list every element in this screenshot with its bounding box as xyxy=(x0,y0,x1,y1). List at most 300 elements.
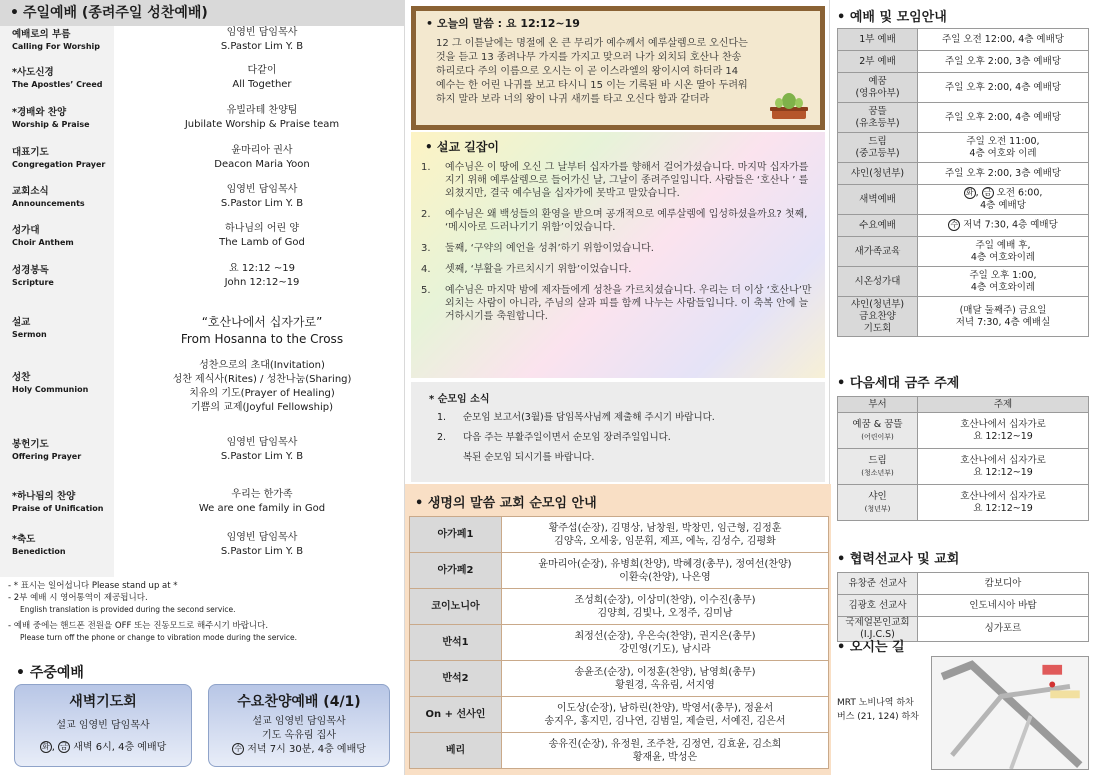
order-value xyxy=(120,314,404,348)
order-label xyxy=(12,106,112,131)
service-time-line: 4층 예배당 xyxy=(980,199,1026,211)
order-label xyxy=(12,66,112,91)
service-row xyxy=(838,51,1089,73)
order-label-en: Benediction xyxy=(12,547,66,556)
service-row xyxy=(838,29,1089,51)
service-name-cell xyxy=(838,237,918,267)
cell-group-name: 아가페2 xyxy=(410,553,502,589)
cell-group-members xyxy=(502,625,829,661)
cell-group-members xyxy=(502,661,829,697)
order-value-line: 치유의 기도(Prayer of Healing) xyxy=(189,388,335,399)
service-time-line xyxy=(918,112,1088,124)
service-name-cell xyxy=(838,185,918,215)
cell-group-members-line: 송유진(순장), 유정원, 조주찬, 김정연, 김효윤, 김소희 xyxy=(548,738,782,750)
directions-header: • 오시는 길 xyxy=(837,640,905,655)
cell-group-members-line: 이도상(순장), 남하린(찬양), 박영서(총무), 정윤서 xyxy=(556,702,774,714)
order-label xyxy=(12,438,112,463)
service-time-cell xyxy=(918,297,1089,337)
cell-group-row xyxy=(410,625,829,661)
cell-group-row xyxy=(410,661,829,697)
directions-mrt: MRT 노비나역 하차 xyxy=(837,698,914,708)
order-label xyxy=(12,224,112,249)
order-value-line: 윤마리아 권사 xyxy=(231,145,293,156)
service-row xyxy=(838,103,1089,133)
missions-title: 협력선교사 및 교회 xyxy=(849,552,960,567)
order-value-line: From Hosanna to the Cross xyxy=(180,332,344,346)
next-gen-dept xyxy=(838,449,918,485)
next-gen-col-dept: 부서 xyxy=(838,397,918,413)
service-time-cell xyxy=(918,103,1089,133)
cell-group-members-line: 황주섭(순장), 김명상, 남창원, 박창민, 임근형, 김정훈 xyxy=(548,522,782,534)
service-time: 저녁 7:30, 4층 예배당 xyxy=(960,219,1058,231)
weekday-worship-title: • 주중예배 xyxy=(16,665,84,681)
order-label-ko: 성경봉독 xyxy=(12,265,49,276)
order-value xyxy=(120,64,404,92)
next-gen-header-row xyxy=(838,397,1089,413)
order-value xyxy=(120,104,404,132)
cell-group-news-item xyxy=(411,431,825,445)
cell-group-news-title: * 순모임 소식 xyxy=(429,394,490,405)
service-time-line xyxy=(918,82,1088,94)
cell-group-name: 코이노니아 xyxy=(410,589,502,625)
cell-group-members-line: 강민영(기도), 남시라 xyxy=(619,643,711,655)
mission-country: 캄보디아 xyxy=(918,573,1089,595)
next-gen-header: • 다음세대 금주 주제 xyxy=(837,376,960,391)
service-name-cell xyxy=(838,51,918,73)
service-time-line: 저녁 7:30, 4층 예배실 xyxy=(955,316,1051,328)
service-name-cell xyxy=(838,163,918,185)
cell-group-members-line: 송윤조(순장), 이정훈(찬양), 남영희(총무) xyxy=(574,666,756,678)
cell-group-members-line: 김양옥, 오세웅, 임문휘, 제프, 에녹, 김성수, 김평화 xyxy=(554,535,776,547)
next-gen-dept-sub: (청소년부) xyxy=(861,468,894,477)
sermon-guide-item xyxy=(411,284,825,323)
sermon-guide-item xyxy=(411,242,825,255)
service-time-cell xyxy=(918,133,1089,163)
cell-groups-title: 생명의 말씀 교회 순모임 안내 xyxy=(427,496,597,511)
next-gen-dept-name: 드림 xyxy=(868,454,887,466)
service-name: 새벽예배 xyxy=(859,193,896,205)
order-value xyxy=(120,183,404,211)
wednesday-worship-prayer: 기도 옥유림 집사 xyxy=(262,730,336,741)
order-label-en: Announcements xyxy=(12,199,85,208)
cell-group-news-item xyxy=(411,411,825,425)
cell-group-name: 아가페1 xyxy=(410,517,502,553)
wednesday-circle-icon: 수 xyxy=(232,743,244,755)
service-time-cell xyxy=(918,215,1089,237)
service-row xyxy=(838,185,1089,215)
news-text: 순모임 보고서(3월)를 담임목사님께 제출해 주시기 바랍니다. xyxy=(463,412,715,423)
order-value xyxy=(120,359,404,415)
service-name-sub: 기도회 xyxy=(863,322,892,334)
service-row xyxy=(838,73,1089,103)
sermon-guide-item xyxy=(411,161,825,200)
day-circle-icon: 화 xyxy=(964,187,976,199)
order-label-en: Sermon xyxy=(12,330,47,339)
next-gen-row xyxy=(838,413,1089,449)
info-column xyxy=(831,0,1096,775)
service-time: 주일 오전 11:00, xyxy=(966,135,1040,147)
service-time-line xyxy=(918,219,1088,232)
order-label xyxy=(12,490,112,515)
service-time-cell xyxy=(918,51,1089,73)
order-label xyxy=(12,316,112,341)
service-time: (매달 둘째주) 금요일 xyxy=(959,304,1047,316)
service-name: 드림 xyxy=(868,135,887,147)
next-gen-theme-title: 호산나에서 십자가로 xyxy=(960,454,1046,466)
note-phone-en: Please turn off the phone or change to vibration mode during the service. xyxy=(20,633,298,642)
cell-group-row xyxy=(410,697,829,733)
cell-group-members-line: 윤마리아(순장), 유병희(찬양), 박혜경(총무), 정여선(찬양) xyxy=(538,558,792,570)
order-label-ko: 예배로의 부름 xyxy=(12,29,71,40)
today-verse-box xyxy=(411,6,825,130)
next-gen-theme-verse: 요 12:12~19 xyxy=(973,466,1033,478)
sermon-guide-title: 설교 길잡이 xyxy=(436,140,499,154)
next-gen-col-theme: 주제 xyxy=(918,397,1089,413)
next-gen-theme xyxy=(918,413,1089,449)
cell-group-name: 반석1 xyxy=(410,625,502,661)
next-gen-dept-sub: (어린이부) xyxy=(861,432,894,441)
service-row xyxy=(838,133,1089,163)
cell-group-members-line: 황재윤, 박성은 xyxy=(632,751,698,763)
missionary-name: 국제얼본인교회 xyxy=(845,617,910,628)
cell-group-members xyxy=(502,553,829,589)
location-map-image xyxy=(931,656,1089,770)
order-value-line: 하나님의 어린 양 xyxy=(225,223,299,234)
next-gen-theme xyxy=(918,485,1089,521)
services-title: 예배 및 모임안내 xyxy=(849,10,947,25)
missionary-cell xyxy=(838,595,918,617)
worship-order-column xyxy=(0,0,404,775)
service-name-cell xyxy=(838,103,918,133)
cell-group-members-line: 송지우, 홍지민, 김나연, 김범일, 제슬린, 서예진, 김은서 xyxy=(544,715,786,727)
weekday-worship-title-text: 주중예배 xyxy=(29,665,84,681)
service-name: 샤인(청년부) xyxy=(850,298,905,310)
sermon-guide xyxy=(411,132,825,378)
service-name: 2부 예배 xyxy=(859,55,896,67)
service-time-cell xyxy=(918,267,1089,297)
wednesday-worship-card xyxy=(208,684,390,767)
order-value-line: S.Pastor Lim Y. B xyxy=(220,198,304,209)
sermon-guide-text: 예수님은 마지막 밤에 제자들에게 성찬을 가르치셨습니다. 우리는 더 이상 ‘호산나’만 외치는 사람이 아니라, 주님의 살과 피를 함께 나누는 사람들입니다. 이 축복 안에 늘 거하시기를 축원합니다. xyxy=(445,285,812,322)
service-row xyxy=(838,237,1089,267)
order-value-line: Jubilate Worship & Praise team xyxy=(184,119,340,130)
news-number: 2. xyxy=(437,432,447,443)
service-time-cell xyxy=(918,237,1089,267)
sunday-worship-header: • 주일예배 (종려주일 성찬예배) xyxy=(0,0,404,26)
dawn-prayer-time: 화 , 금 새벽 6시, 4층 예배당 xyxy=(15,741,191,755)
service-row xyxy=(838,163,1089,185)
service-name: 샤인(청년부) xyxy=(850,167,905,179)
next-gen-dept xyxy=(838,485,918,521)
order-label-ko: *축도 xyxy=(12,534,36,545)
order-label-ko: *사도신경 xyxy=(12,67,54,78)
missionary-name: 김광호 선교사 xyxy=(848,599,907,611)
order-value xyxy=(120,436,404,464)
cell-group-members-line: 최정선(순장), 우은숙(찬양), 권지은(총무) xyxy=(574,630,756,642)
mission-country: 인도네시아 바탐 xyxy=(918,595,1089,617)
mission-country: 싱가포르 xyxy=(918,617,1089,642)
today-verse-title: 오늘의 말씀 : 요 12:12~19 xyxy=(436,17,580,30)
dawn-prayer-time-text: 새벽 6시, 4층 예배당 xyxy=(70,742,167,753)
sermon-guide-text: 예수님은 왜 백성들의 환영을 받으며 공개적으로 예루살렘에 입성하셨을까요? 첫째, ‘메시아로 드러나기기 위함’이었습니다. xyxy=(445,209,808,233)
cell-group-members-line: 이환숙(찬양), 나은영 xyxy=(619,571,711,583)
service-time-line xyxy=(918,240,1088,252)
tuesday-circle-icon: 화 xyxy=(40,741,52,753)
sermon-guide-item xyxy=(411,263,825,276)
service-time-line: 4층 여호와이레 xyxy=(970,281,1036,293)
next-gen-dept-sub: (청년부) xyxy=(864,504,891,513)
cell-group-row xyxy=(410,733,829,769)
service-time-cell xyxy=(918,185,1089,215)
service-time-line xyxy=(918,34,1088,46)
note-phone: - 예배 중에는 핸드폰 전원을 OFF 또는 진동모드로 해주시기 바랍니다. xyxy=(8,621,269,631)
note-translation-en: English translation is provided during the second service. xyxy=(20,605,236,614)
service-time-line xyxy=(918,56,1088,68)
service-name-sub: (유초등부) xyxy=(855,117,900,129)
order-value-line: S.Pastor Lim Y. B xyxy=(220,41,304,52)
cell-group-name: On + 선사인 xyxy=(410,697,502,733)
next-gen-title: 다음세대 금주 주제 xyxy=(849,376,960,391)
worship-order xyxy=(0,26,404,577)
worship-notes xyxy=(8,580,398,644)
missionary-name-sub: (I.J.C.S) xyxy=(860,629,895,640)
service-time-cell xyxy=(918,163,1089,185)
service-name: 수요예배 xyxy=(859,219,896,231)
service-name: 새가족교육 xyxy=(854,245,901,257)
next-gen-dept-name: 예꿈 & 꿈뜰 xyxy=(852,418,903,430)
service-time-line: 화 , 금 오전 6:00, xyxy=(918,187,1088,200)
next-gen-theme-title: 호산나에서 십자가로 xyxy=(960,418,1046,430)
service-time: 주일 오전 12:00, 4층 예배당 xyxy=(942,33,1064,45)
order-value xyxy=(120,262,404,290)
services-header: • 예배 및 모임안내 xyxy=(837,10,947,25)
sermon-guide-number: 1. xyxy=(421,162,431,173)
cell-group-news xyxy=(411,382,825,482)
next-gen-dept-name: 샤인 xyxy=(868,490,887,502)
wednesday-worship-time xyxy=(209,743,389,757)
order-label-ko: 성찬 xyxy=(12,372,31,383)
wednesday-worship-time-text: 저녁 7시 30분, 4층 예배당 xyxy=(244,744,366,755)
order-label-ko: *경배와 찬양 xyxy=(12,107,67,118)
service-time: 오전 6:00, xyxy=(993,187,1043,199)
order-value-line: 성찬 제식사(Rites) / 성찬나눔(Sharing) xyxy=(172,374,352,385)
order-label xyxy=(12,185,112,210)
cell-group-members xyxy=(502,517,829,553)
order-label xyxy=(12,533,112,558)
cell-groups-section xyxy=(405,484,831,775)
order-label xyxy=(12,28,112,53)
cell-group-row xyxy=(410,589,829,625)
order-value xyxy=(120,488,404,516)
cell-group-members xyxy=(502,733,829,769)
order-label-ko: 봉헌기도 xyxy=(12,439,49,450)
order-label-en: Choir Anthem xyxy=(12,238,74,247)
cell-group-name: 반석2 xyxy=(410,661,502,697)
service-time: 주일 예배 후, xyxy=(975,239,1031,251)
service-time-line xyxy=(918,168,1088,180)
order-label-en: The Apostles’ Creed xyxy=(12,80,103,89)
order-value-line: S.Pastor Lim Y. B xyxy=(220,451,304,462)
next-gen-row xyxy=(838,485,1089,521)
day-circle-icon: 금 xyxy=(982,187,994,199)
order-value-line: 임영빈 담임목사 xyxy=(226,532,298,543)
order-label xyxy=(12,146,112,171)
service-name-cell xyxy=(838,297,918,337)
directions-text xyxy=(837,696,919,724)
cell-groups-table xyxy=(409,516,829,769)
sermon-guide-text: 둘째, ‘구약의 예언을 성취’하기 위함이었습니다. xyxy=(445,243,654,254)
order-label-en: Offering Prayer xyxy=(12,452,82,461)
order-value-line: 성찬으로의 초대(Invitation) xyxy=(199,360,325,371)
order-label-en: Congregation Prayer xyxy=(12,160,106,169)
service-time: 주일 오후 2:00, 4층 예배당 xyxy=(945,111,1061,123)
order-value-line: 유빌라테 찬양팀 xyxy=(226,105,298,116)
service-time-line xyxy=(918,270,1088,282)
order-value-line: All Together xyxy=(232,79,292,90)
service-time-cell xyxy=(918,29,1089,51)
wednesday-worship-title: 수요찬양예배 (4/1) xyxy=(237,694,361,710)
order-label-en: Worship & Praise xyxy=(12,120,90,129)
service-row xyxy=(838,297,1089,337)
next-gen-table xyxy=(837,396,1089,521)
mission-row xyxy=(838,573,1089,595)
sermon-guide-item xyxy=(411,208,825,234)
service-time: 주일 오후 2:00, 3층 예배당 xyxy=(945,55,1061,67)
directions-title: 오시는 길 xyxy=(849,640,905,655)
order-value xyxy=(120,222,404,250)
sermon-column xyxy=(404,0,830,775)
next-gen-theme xyxy=(918,449,1089,485)
dawn-prayer-preacher: 설교 임영빈 담임목사 xyxy=(56,720,150,731)
service-name: 시온성가대 xyxy=(854,275,901,287)
sermon-guide-text: 예수님은 이 땅에 오신 그 날부터 십자가를 향해서 걸어가셨습니다. 마지막 십자가를 지기 위해 예루살렘으로 들어가신 날, 그날이 종려주일입니다. 사람들은 ‘호산나 ’ 를 외쳤지만, 결국 예수님을 십자가에 못박고 말았습니다. xyxy=(445,162,809,199)
service-name-cell xyxy=(838,133,918,163)
order-value-line: S.Pastor Lim Y. B xyxy=(220,546,304,557)
order-value-line: 우리는 한가족 xyxy=(231,489,293,500)
service-time-line xyxy=(918,305,1088,317)
news-text: 다음 주는 부활주일이면서 순모임 장려주일입니다. xyxy=(463,432,671,443)
today-verse-header: • 오늘의 말씀 : 요 12:12~19 xyxy=(426,17,580,30)
service-time: 주일 오후 2:00, 4층 예배당 xyxy=(945,81,1061,93)
sermon-guide-number: 3. xyxy=(421,243,431,254)
service-name: 1부 예배 xyxy=(859,33,896,45)
service-name-cell xyxy=(838,215,918,237)
mission-row xyxy=(838,595,1089,617)
missionary-cell xyxy=(838,573,918,595)
cell-group-members-line: 황원경, 옥유림, 서지영 xyxy=(615,679,715,691)
order-label xyxy=(12,264,112,289)
order-value-line: 임영빈 담임목사 xyxy=(226,184,298,195)
order-value-line: We are one family in God xyxy=(198,503,326,514)
service-name-sub: (영유아부) xyxy=(855,87,900,99)
order-value xyxy=(120,531,404,559)
order-label xyxy=(12,371,112,396)
order-value xyxy=(120,26,404,54)
service-time-line: 4층 여호와 이레 xyxy=(969,147,1037,159)
order-value-line: 기쁨의 교제(Joyful Fellowship) xyxy=(191,402,333,413)
dawn-prayer-title: 새벽기도회 xyxy=(69,694,137,710)
cell-group-row xyxy=(410,553,829,589)
next-gen-row xyxy=(838,449,1089,485)
order-label-ko: 성가대 xyxy=(12,225,40,236)
dawn-prayer-card xyxy=(14,684,192,767)
next-gen-theme-title: 호산나에서 십자가로 xyxy=(960,490,1046,502)
sermon-guide-header: • 설교 길잡이 xyxy=(425,140,499,154)
friday-circle-icon: 금 xyxy=(58,741,70,753)
news-number: 1. xyxy=(437,412,447,423)
directions-bus: 버스 (21, 124) 하차 xyxy=(837,712,919,722)
today-verse-text: 12 그 이튿날에는 명절에 온 큰 무리가 예수께서 예루살렘으로 오신다는 것을 듣고 13 종려나무 가지를 가지고 맞으러 나가 외치되 호산나 찬송하리로다 주의 이름으로 오시는 이 곧 이스라엘의 왕이시여 하더라 14 예수는 한 어린 나귀를 보고 타시니 15 이는 기록된 바 시온 딸아 두려워하지 말라 보라 너의 왕이 나귀 새끼를 타고 오신다 함과 같더라 xyxy=(436,38,748,105)
order-label-ko: 설교 xyxy=(12,317,31,328)
order-value-line: 임영빈 담임목사 xyxy=(226,437,298,448)
sermon-guide-list xyxy=(411,161,825,323)
order-label-ko: 교회소식 xyxy=(12,186,49,197)
order-value-line: Deacon Maria Yoon xyxy=(214,159,310,170)
services-table xyxy=(837,28,1089,337)
order-label-en: Scripture xyxy=(12,278,54,287)
order-label-en: Holy Communion xyxy=(12,385,89,394)
order-value-line: 임영빈 담임목사 xyxy=(226,27,298,38)
order-value-line: The Lamb of God xyxy=(219,237,305,248)
order-value xyxy=(120,144,404,172)
missions-table xyxy=(837,572,1089,642)
note-stand: - * 표시는 일어섭니다 Please stand up at * xyxy=(8,581,178,591)
sermon-guide-number: 4. xyxy=(421,264,431,275)
cell-group-members xyxy=(502,697,829,733)
missions-header: • 협력선교사 및 교회 xyxy=(837,552,960,567)
wednesday-worship-preacher: 설교 임영빈 담임목사 xyxy=(252,716,346,727)
day-circle-icon: 수 xyxy=(948,219,960,231)
service-name: 꿈뜰 xyxy=(868,105,887,117)
sunday-worship-title: 주일예배 (종려주일 성찬예배) xyxy=(22,5,208,21)
cactus-pot-icon xyxy=(766,91,812,121)
service-time-cell xyxy=(918,73,1089,103)
service-time: 주일 오후 2:00, 3층 예배당 xyxy=(945,167,1061,179)
service-name-cell xyxy=(838,267,918,297)
sermon-guide-number: 2. xyxy=(421,209,431,220)
cell-group-news-item xyxy=(411,451,825,465)
note-translation: - 2부 예배 시 영어통역이 제공됩니다. xyxy=(8,593,148,603)
sermon-guide-number: 5. xyxy=(421,285,431,296)
order-label-ko: 대표기도 xyxy=(12,147,49,158)
service-time-line xyxy=(918,136,1088,148)
service-name-cell xyxy=(838,73,918,103)
order-label-en: Praise of Unification xyxy=(12,504,104,513)
order-label-ko: *하나됨의 찬양 xyxy=(12,491,76,502)
order-value-line: 다같이 xyxy=(247,65,277,76)
cell-group-row xyxy=(410,517,829,553)
cell-group-members-line: 김양희, 김빛나, 오정주, 김미남 xyxy=(597,607,733,619)
order-value-line: John 12:12~19 xyxy=(224,277,300,288)
cell-group-name: 베리 xyxy=(410,733,502,769)
order-value-line: 요 12:12 ~19 xyxy=(229,263,295,274)
order-value-line: “호산나에서 십자가로” xyxy=(201,315,323,329)
cell-groups-header: • 생명의 말씀 교회 순모임 안내 xyxy=(415,496,597,511)
service-row xyxy=(838,267,1089,297)
service-name: 예꿈 xyxy=(868,75,887,87)
next-gen-dept xyxy=(838,413,918,449)
next-gen-theme-verse: 요 12:12~19 xyxy=(973,430,1033,442)
next-gen-theme-verse: 요 12:12~19 xyxy=(973,502,1033,514)
service-name-sub: 금요찬양 xyxy=(859,310,896,322)
cell-group-members-line: 조성희(순장), 이상미(찬양), 이수진(총무) xyxy=(574,594,756,606)
service-time-line: 4층 여호와이레 xyxy=(970,251,1036,263)
cell-group-members xyxy=(502,589,829,625)
cell-group-news-list xyxy=(411,411,825,465)
service-row xyxy=(838,215,1089,237)
missionary-name: 유창준 선교사 xyxy=(848,577,907,589)
service-time: 주일 오후 1:00, xyxy=(969,269,1037,281)
